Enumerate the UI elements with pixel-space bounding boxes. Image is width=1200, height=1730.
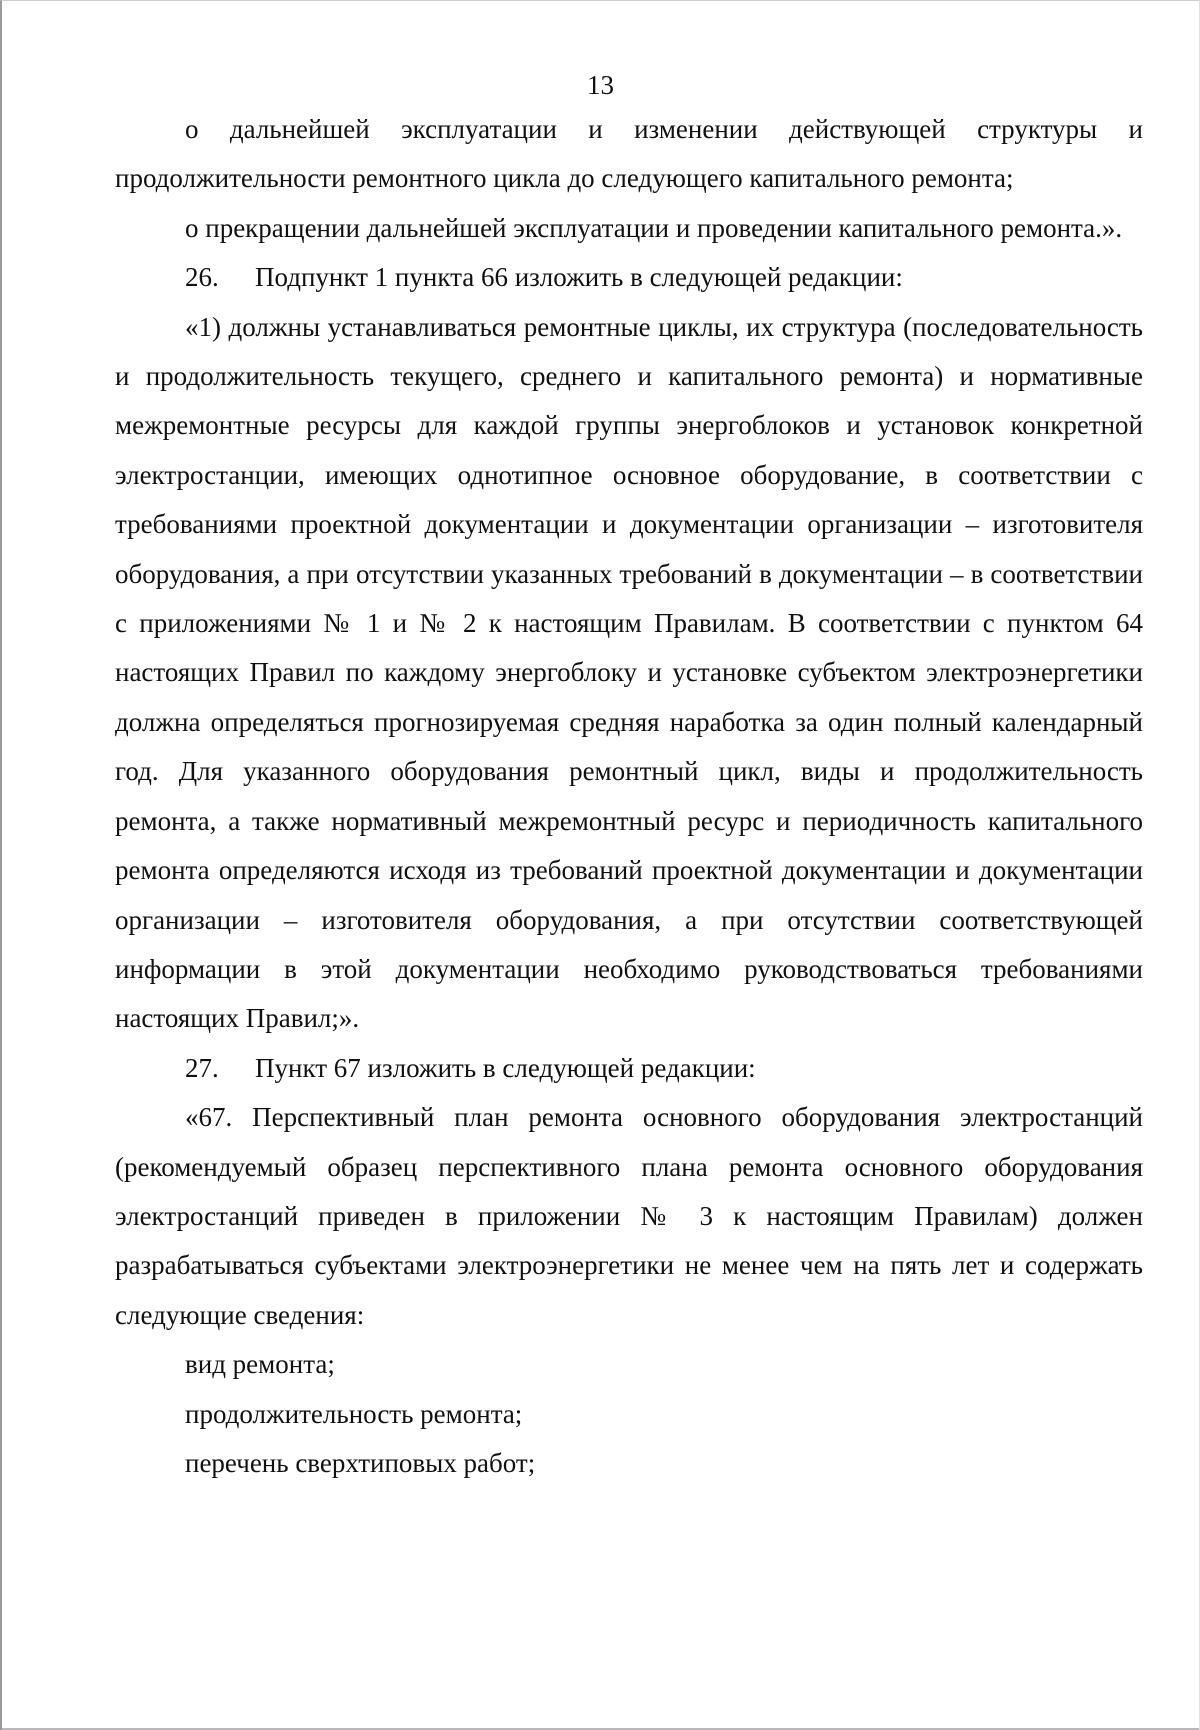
item-26-heading — [115, 253, 1143, 302]
item-26-number: 26. — [185, 262, 219, 293]
item-27-heading — [115, 1044, 1143, 1093]
list-item: вид ремонта; — [185, 1349, 335, 1380]
item-26-text: Подпункт 1 пункта 66 изложить в следующей редакции: — [255, 262, 903, 293]
paragraph-subitem-1: «1) должны устанавливаться ремонтные циклы, их структура (последовательность и продолжительность текущего, среднего и капитального ремонта) и нормативные межремонтные ресурсы для каждой группы энергоблоков и установок конкретной электростанции, имеющих однотипное основное оборудование, в соответствии с требованиями проектной документации и документации организации – изготовителя оборудования, а при отсутствии указанных требований в документации – в соответствии с приложениями № 1 и № 2 к настоящим Правилам. В соответствии с пунктом 64 настоящих Правил по каждому энергоблоку и установке субъектом электроэнергетики должна определяться прогнозируемая средняя наработка за один полный календарный год. Для указанного оборудования ремонтный цикл, виды и продолжительность ремонта, а также нормативный межремонтный ресурс и периодичность капитального ремонта определяются исходя из требований проектной документации и документации организации – изготовителя оборудования, а при отсутствии соответствующей информации в этой документации необходимо руководствоваться требованиями настоящих Правил;». — [115, 311, 1143, 1034]
document-body — [115, 105, 1143, 1488]
list-item: перечень сверхтиповых работ; — [185, 1447, 536, 1478]
item-27-text: Пункт 67 изложить в следующей редакции: — [255, 1052, 756, 1083]
paragraph-termination: о прекращении дальнейшей эксплуатации и проведении капитального ремонта.». — [185, 212, 1123, 243]
page-number: 13 — [587, 70, 614, 100]
paragraph-continuation: о дальнейшей эксплуатации и изменении действующей структуры и продолжительности ремонтного цикла до следующего капитального ремонта; — [115, 114, 1143, 194]
paragraph-item-67: «67. Перспективный план ремонта основного оборудования электростанций (рекомендуемый образец перспективного плана ремонта основного оборудования электростанций приведен в приложении № 3 к настоящим Правилам) должен разрабатываться субъектами электроэнергетики не менее чем на пять лет и содержать следующие сведения: — [115, 1102, 1143, 1330]
list-item: продолжительность ремонта; — [185, 1398, 523, 1429]
item-27-number: 27. — [185, 1052, 219, 1083]
